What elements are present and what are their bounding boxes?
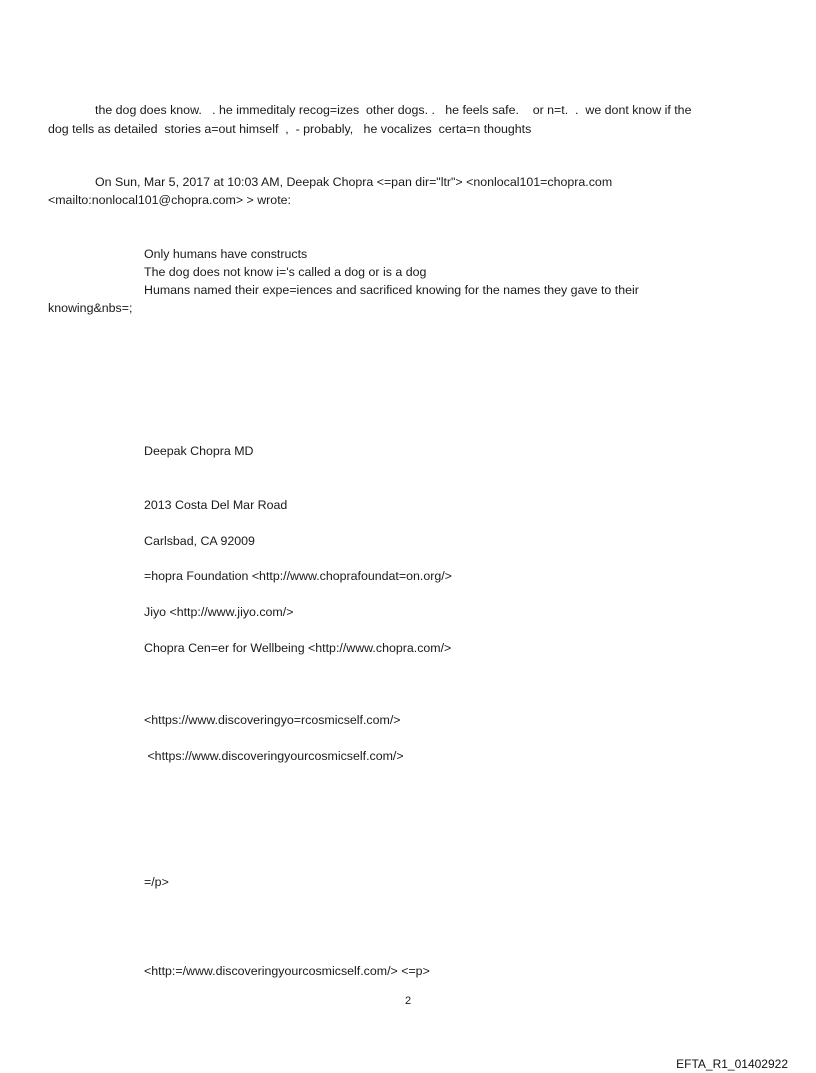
signature-link-foundation: =hopra Foundation <http://www.choprafoundat=on.org/>: [144, 569, 452, 583]
document-id: EFTA_R1_01402922: [676, 1057, 788, 1071]
signature-address: 2013 Costa Del Mar Road: [144, 498, 288, 512]
signature-name: Deepak Chopra MD: [144, 444, 254, 458]
quoted-body-line: knowing&nbs=;: [48, 301, 133, 315]
body-line: the dog does know. . he immeditaly recog=izes other dogs. . he feels safe. or n=t. . we dont know if the: [95, 103, 692, 117]
quoted-body-line: Only humans have constructs: [144, 247, 308, 261]
page-number: 2: [404, 995, 412, 1007]
body-line: dog tells as detailed stories a=out himself , - probably, he vocalizes certa=n thoughts: [48, 122, 532, 136]
signature-link-jiyo: Jiyo <http://www.jiyo.com/>: [144, 605, 294, 619]
signature-link-cosmicself: <https://www.discoveringyo=rcosmicself.com/>: [144, 713, 401, 727]
quoted-header-line: On Sun, Mar 5, 2017 at 10:03 AM, Deepak Chopra <=pan dir="ltr"> <nonlocal101=chopra.com: [95, 175, 613, 189]
quoted-body-line: Humans named their expe=iences and sacrificed knowing for the names they gave to their: [144, 283, 639, 297]
stray-markup-line: =/p>: [144, 875, 169, 889]
signature-link-cosmicself: <https://www.discoveringyourcosmicself.com/>: [144, 749, 404, 763]
signature-link-wellbeing: Chopra Cen=er for Wellbeing <http://www.chopra.com/>: [144, 641, 452, 655]
stray-markup-line: <http:=/www.discoveringyourcosmicself.com/> <=p>: [144, 964, 430, 978]
signature-city: Carlsbad, CA 92009: [144, 534, 255, 548]
quoted-body-line: The dog does not know i='s called a dog or is a dog: [144, 265, 427, 279]
quoted-header-line: <mailto:nonlocal101@chopra.com> > wrote:: [48, 193, 291, 207]
